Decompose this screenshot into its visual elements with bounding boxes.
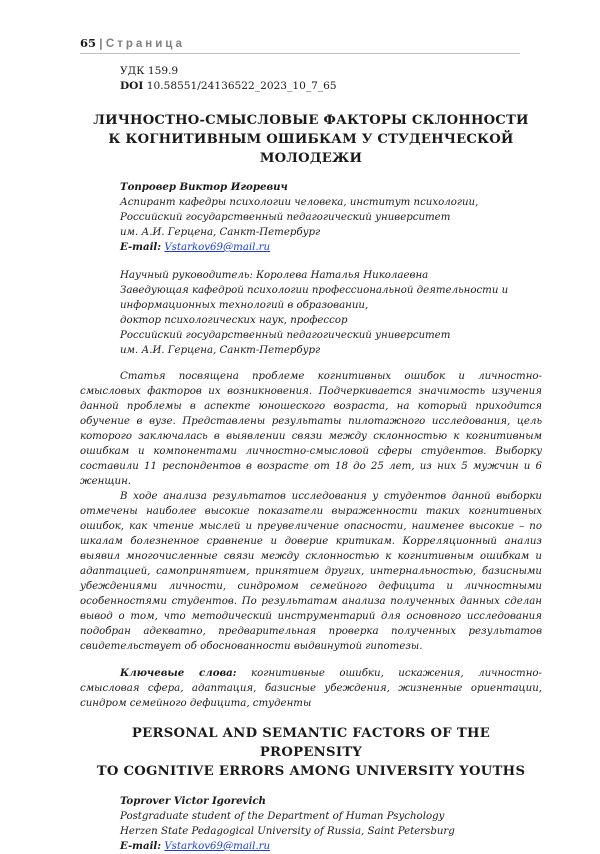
page-number: 65 (80, 36, 97, 50)
author-email-row (120, 240, 542, 255)
supervisor-line: информационных технологий в образовании, (120, 300, 369, 311)
abstract-ru (80, 369, 542, 654)
udk-code: УДК 159.9 (120, 65, 179, 77)
author-email-link[interactable]: Vstarkov69@mail.ru (164, 242, 271, 253)
author-affiliation-line: им. А.И. Герцена, Санкт-Петербург (120, 227, 321, 238)
title-en-line: TO COGNITIVE ERRORS AMONG UNIVERSITY YOUTHS (96, 764, 526, 779)
author-email-row-en (120, 839, 542, 854)
author-name-en: Toprover Victor Igorevich (120, 795, 266, 807)
article-title-en (80, 724, 542, 781)
email-label: E-mail: (120, 241, 162, 253)
author-affiliation-line-en: Postgraduate student of the Department of Human Psychology (120, 811, 445, 822)
author-email-link-en[interactable]: Vstarkov69@mail.ru (164, 841, 271, 852)
page-header (80, 36, 185, 50)
author-block-ru (120, 180, 542, 255)
article-body (80, 64, 542, 854)
title-ru-line: МОЛОДЕЖИ (259, 151, 363, 166)
supervisor-line: Научный руководитель: Королева Наталья Николаевна (120, 270, 429, 281)
title-ru-line: ЛИЧНОСТНО-СМЫСЛОВЫЕ ФАКТОРЫ СКЛОННОСТИ (93, 113, 529, 128)
supervisor-line: Заведующая кафедрой психологии профессиональной деятельности и (120, 285, 509, 296)
title-en-line: PERSONAL AND SEMANTIC FACTORS OF THE PROPENSITY (131, 726, 491, 760)
header-separator: | (99, 36, 103, 50)
doi-label: DOI (120, 80, 144, 92)
abstract-paragraph: В ходе анализа результатов исследования у студентов данной выборки отмечены наиболее высокие показатели выраженности таких когнитивных ошибок, как чтение мыслей и преувеличение опасности, наименее высокие – по шкалам болезненное сравнение и доверие критикам. Корреляционный анализ выявил многочисленные связи между склонностью к когнитивным ошибкам и адаптацией, самопринятием, принятием других, интернальностью, базисными убеждениями личности, синдромом семейного дефицита и личностными особенностями студентов. По результатам анализа полученных данных сделан вывод о том, что методический инструментарий для основного исследования подобран адекватно, предварительная проверка полученных результатов свидетельствует об обоснованности выдвинутой гипотезы. (80, 491, 542, 652)
doi-line (120, 79, 542, 94)
email-label-en: E-mail: (120, 840, 162, 852)
header-divider (80, 53, 520, 54)
supervisor-block-ru (120, 268, 542, 358)
author-affiliation-line: Российский государственный педагогический университет (120, 212, 451, 223)
article-title-ru (80, 111, 542, 168)
title-ru-line: К КОГНИТИВНЫМ ОШИБКАМ У СТУДЕНЧЕСКОЙ (108, 132, 514, 147)
abstract-paragraph: Статья посвящена проблеме когнитивных ошибок и личностно-смысловых факторов их возникновения. Подчеркивается значимость изучения данной проблемы в аспекте юношеского возраста, на который приходится обучение в вузе. Представлены результаты пилотажного исследования, цель которого заключалась в выявлении связи между склонностью к когнитивным ошибкам и компонентами личностно-смысловой сферы студентов. Выборку составили 11 респондентов в возрасте от 18 до 25 лет, из них 5 мужчин и 6 женщин. (80, 371, 542, 487)
author-affiliation-line-en: Herzen State Pedagogical University of Russia, Saint Petersburg (120, 826, 455, 837)
supervisor-line: им. А.И. Герцена, Санкт-Петербург (120, 345, 321, 356)
page-label: Страница (105, 38, 185, 50)
keywords-text: когнитивные ошибки, искажения, личностно-смысловая сфера, адаптация, базисные убеждения, жизненные ориентации, синдром семейного дефицита, студенты (80, 668, 542, 709)
author-name-ru: Топровер Виктор Игоревич (120, 181, 288, 193)
author-affiliation-line: Аспирант кафедры психологии человека, институт психологии, (120, 197, 479, 208)
supervisor-line: Российский государственный педагогический университет (120, 330, 451, 341)
keywords-ru (80, 666, 542, 711)
author-block-en (120, 794, 542, 854)
classification-block (120, 64, 542, 94)
keywords-label: Ключевые слова: (120, 667, 237, 679)
supervisor-line: доктор психологических наук, профессор (120, 315, 348, 326)
doi-value[interactable]: 10.58551/24136522_2023_10_7_65 (143, 80, 337, 92)
